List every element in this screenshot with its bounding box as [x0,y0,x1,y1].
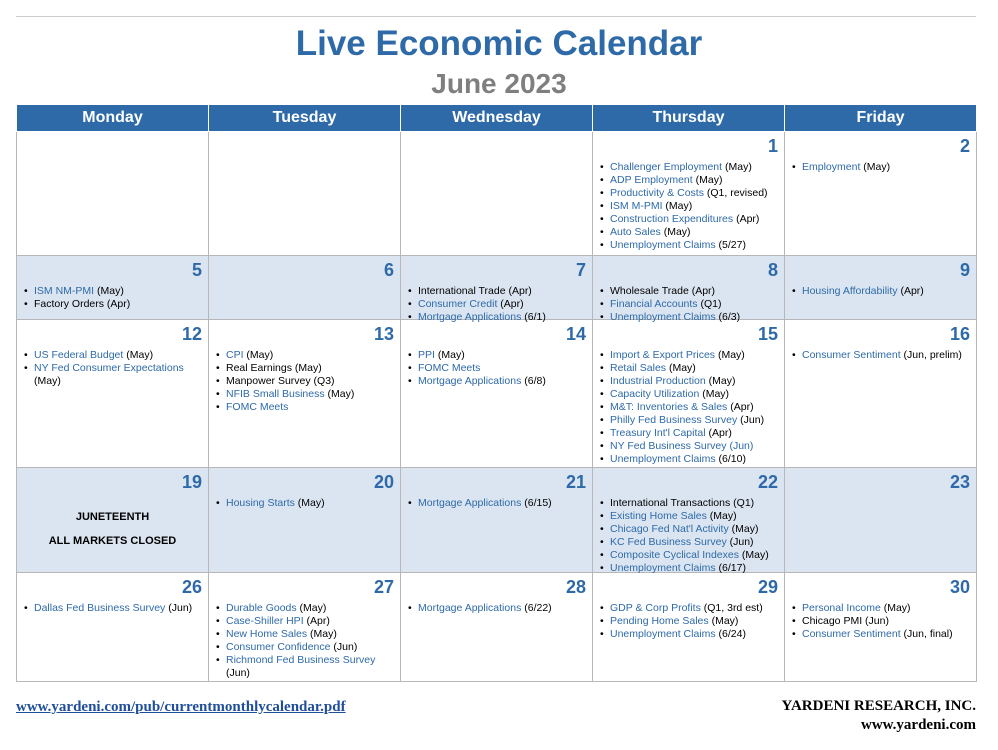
event-item [215,628,396,641]
event-item [215,497,396,510]
event-link[interactable]: Mortgage Applications [418,602,522,615]
event-item [215,615,396,628]
day-cell [593,573,785,682]
event-detail: (May) [860,161,891,173]
weekday-header-monday: Monday [17,105,209,132]
event-detail: (Q1, 3rd est) [700,602,763,615]
event-item [599,453,780,466]
day-cell [17,573,209,682]
weekday-header-thursday: Thursday [593,105,785,132]
day-cell [785,467,977,573]
event-item [599,226,780,239]
event-detail: (Apr) [497,297,524,310]
event-item [23,362,204,388]
event-detail: (Apr) [733,213,760,225]
event-detail: (Q1, revised) [703,187,768,199]
event-detail: (May) [434,349,465,362]
event-link[interactable]: CPI [226,349,244,362]
day-cell [593,467,785,573]
event-link[interactable]: ISM NM-PMI [34,284,95,297]
event-item [599,549,780,562]
day-cell [785,320,977,468]
event-item [215,602,396,615]
event-detail: (May) [307,628,337,641]
day-cell [593,132,785,256]
event-detail: (Jun) [330,641,358,654]
event-item [599,285,780,298]
event-detail: (May) [296,602,327,615]
event-list [791,161,972,174]
event-item [599,349,780,362]
event-detail: (May) [123,349,154,362]
event-link[interactable]: Industrial Production [610,375,706,388]
event-item [215,362,396,375]
event-item [791,349,972,362]
event-item [23,285,204,298]
day-cell [401,467,593,573]
weekday-header-friday: Friday [785,105,977,132]
company-site[interactable]: www.yardeni.com [861,717,976,733]
event-list [599,285,780,324]
event-link[interactable]: Unemployment Claims [610,628,716,641]
event-detail: (5/27) [715,239,746,251]
event-item [407,285,588,298]
event-detail: International Trade (Apr) [418,284,532,297]
event-link[interactable]: Challenger Employment [610,161,723,173]
day-number: 1 [767,136,778,156]
event-list [407,497,588,510]
event-list [407,349,588,388]
day-number: 27 [373,577,394,598]
event-item [23,602,204,615]
event-detail: (May) [660,226,691,238]
day-number: 9 [959,259,970,280]
event-link[interactable]: Auto Sales [610,226,661,238]
day-number: 6 [383,259,394,280]
event-link[interactable]: Treasury Int'l Capital [610,427,706,440]
event-link[interactable]: Unemployment Claims [610,239,716,251]
event-item [599,187,780,200]
event-item [215,349,396,362]
day-number: 8 [767,259,778,280]
event-link[interactable]: Philly Fed Business Survey [610,414,738,427]
event-item [407,362,588,375]
event-link[interactable]: FOMC Meets [418,362,481,375]
event-link[interactable]: Consumer Credit [418,297,498,310]
day-number: 7 [575,259,586,280]
event-link[interactable]: Consumer Sentiment [802,628,901,641]
weekday-header-tuesday: Tuesday [209,105,401,132]
day-cell [785,255,977,319]
day-number: 5 [191,259,202,280]
calendar-pdf-link[interactable]: www.yardeni.com/pub/currentmonthlycalendar.pdf [16,699,346,715]
day-cell [785,573,977,682]
day-cell [593,255,785,323]
event-link[interactable]: Richmond Fed Business Survey [226,654,376,667]
event-detail: (May) [294,496,325,509]
event-link[interactable]: NFIB Small Business [226,388,325,401]
event-item [599,239,780,252]
day-cell [401,132,593,256]
event-link[interactable]: Housing Affordability [802,284,898,297]
event-detail: Wholesale Trade (Apr) [610,284,716,297]
day-number: 14 [565,324,586,345]
event-link[interactable]: Construction Expenditures [610,213,734,225]
event-detail: (Jun) [737,414,765,427]
weekday-header-wednesday: Wednesday [401,105,593,132]
event-detail: (Q1) [697,297,722,310]
event-item [599,440,780,453]
event-link[interactable]: Personal Income [802,602,881,615]
event-link[interactable]: Import & Export Prices [610,349,716,362]
event-link[interactable]: FOMC Meets [226,401,289,414]
event-item [599,497,780,510]
event-detail: (6/24) [715,628,746,641]
event-detail: (May) [708,615,739,628]
holiday-line: JUNETEENTH [75,510,150,523]
event-item [599,213,780,226]
day-cell [401,573,593,682]
event-detail: (Apr) [303,615,330,628]
day-number: 20 [373,471,394,492]
event-link[interactable]: Employment [802,161,861,173]
event-detail: (May) [722,161,752,173]
day-cell [209,255,401,319]
event-detail: (May) [715,349,745,362]
event-list [407,285,588,324]
event-item [407,497,588,510]
event-link[interactable]: GDP & Corp Profits [610,602,701,615]
event-item [407,602,588,615]
event-link[interactable]: NY Fed Business Survey (Jun) [610,440,754,453]
event-link[interactable]: Productivity & Costs [610,187,704,199]
footer-credits [782,697,976,735]
day-number: 21 [565,471,586,492]
day-cell [209,132,401,256]
event-list [23,602,204,615]
event-detail: (6/3) [715,310,741,323]
day-number: 19 [181,471,202,492]
event-link[interactable]: Mortgage Applications [418,496,522,509]
event-detail: (May) [706,509,737,522]
event-item [215,401,396,414]
event-detail: Factory Orders (Apr) [34,297,131,310]
event-detail: (Jun) [726,535,754,548]
week-row [17,320,977,468]
day-number: 15 [757,324,778,345]
day-number: 2 [959,136,970,156]
event-detail: (Apr) [705,427,732,440]
event-item [791,628,972,641]
day-number: 30 [949,577,970,598]
event-link[interactable]: Dallas Fed Business Survey [34,602,166,615]
event-link[interactable]: Case-Shiller HPI [226,615,304,628]
event-detail: (Jun) [226,667,250,680]
event-list [23,349,204,388]
event-link[interactable]: Mortgage Applications [418,375,522,388]
week-row [17,467,977,573]
day-number: 26 [181,577,202,598]
event-list [23,285,204,311]
day-number: 13 [373,324,394,345]
day-cell [209,320,401,468]
day-number: 23 [949,471,970,492]
event-list [407,602,588,615]
page-subtitle: June 2023 [431,68,567,99]
event-link[interactable]: Unemployment Claims [610,453,716,466]
event-list [215,497,396,510]
day-cell [209,573,401,682]
event-detail: (Apr) [727,401,754,414]
event-item [23,298,204,311]
event-link[interactable]: Financial Accounts [610,297,698,310]
day-cell [17,132,209,256]
day-cell [401,320,593,468]
event-item [599,174,780,187]
event-detail: (6/15) [521,496,552,509]
week-row [17,132,977,256]
event-item [599,427,780,440]
event-item [599,510,780,523]
event-link[interactable]: Pending Home Sales [610,615,709,628]
event-detail: Real Earnings (May) [226,362,322,375]
event-detail: (May) [324,388,355,401]
event-item [23,349,204,362]
event-detail: (6/10) [715,453,746,466]
top-rule [16,16,976,17]
event-item [791,161,972,174]
event-link[interactable]: ISM M-PMI [610,200,663,212]
event-link[interactable]: Consumer Sentiment [802,349,901,362]
event-item [599,602,780,615]
event-item [215,375,396,388]
event-item [599,161,780,174]
event-detail: (May) [94,284,124,297]
event-detail: (6/1) [521,310,546,323]
event-link[interactable]: New Home Sales [226,628,308,641]
week-row [17,255,977,319]
event-link[interactable]: Unemployment Claims [610,561,716,574]
event-list [599,602,780,641]
event-item [215,654,396,680]
event-detail: (May) [662,200,693,212]
day-number: 29 [757,577,778,598]
event-list [215,602,396,680]
event-link[interactable]: Chicago Fed Nat'l Activity [610,522,729,535]
event-detail: International Transactions (Q1) [610,496,755,509]
event-item [599,414,780,427]
event-item [407,375,588,388]
event-detail: (May) [705,375,736,388]
event-detail: (Jun, prelim) [900,349,962,362]
event-detail: (6/17) [715,561,746,574]
event-detail: (May) [34,375,61,388]
event-item [791,602,972,615]
day-number: 22 [757,471,778,492]
event-list [215,349,396,414]
event-item [599,628,780,641]
day-cell [785,132,977,256]
event-list [791,285,972,298]
event-item [791,285,972,298]
event-list [599,161,780,252]
day-cell [17,320,209,468]
event-item [599,200,780,213]
event-detail: (Apr) [897,284,924,297]
calendar-grid [16,105,977,682]
holiday-note [17,505,208,553]
event-link[interactable]: Housing Starts [226,496,295,509]
event-link[interactable]: Composite Cyclical Indexes [610,548,739,561]
event-detail: (6/22) [521,602,552,615]
day-number: 16 [949,324,970,345]
event-link[interactable]: M&T: Inventories & Sales [610,401,728,414]
holiday-line: ALL MARKETS CLOSED [48,534,177,547]
event-detail: (May) [666,362,696,375]
event-item [599,375,780,388]
event-item [215,388,396,401]
event-detail: (May) [699,388,730,401]
event-link[interactable]: NY Fed Consumer Expectations [34,362,184,375]
event-link[interactable]: US Federal Budget [34,349,124,362]
event-detail: (May) [692,174,723,186]
company-name: YARDENI RESEARCH, INC. [781,698,976,714]
weekday-header-row [17,105,977,132]
event-item [599,536,780,549]
event-detail: (May) [728,522,759,535]
event-detail: (May) [243,349,274,362]
event-detail: Manpower Survey (Q3) [226,375,335,388]
page-title: Live Economic Calendar [295,24,703,63]
day-cell [17,467,209,573]
event-item [215,641,396,654]
event-item [599,523,780,536]
day-cell [593,320,785,468]
event-list [791,602,972,641]
event-item [791,615,972,628]
day-number: 12 [181,324,202,345]
event-item [599,401,780,414]
event-item [407,349,588,362]
event-item [599,298,780,311]
event-detail: Chicago PMI (Jun) [802,615,889,628]
event-link[interactable]: Unemployment Claims [610,310,716,323]
event-list [599,349,780,466]
event-detail: (May) [738,548,769,561]
day-cell [17,255,209,319]
event-item [599,388,780,401]
event-item [599,615,780,628]
event-item [407,298,588,311]
event-detail: (May) [880,602,911,615]
event-link[interactable]: PPI [418,349,435,362]
week-row [17,573,977,682]
day-cell [209,467,401,573]
event-link[interactable]: KC Fed Business Survey [610,535,727,548]
event-link[interactable]: Retail Sales [610,362,667,375]
event-link[interactable]: Durable Goods [226,602,297,615]
day-number: 28 [565,577,586,598]
event-detail: (Jun, final) [900,628,953,641]
event-item [599,362,780,375]
event-link[interactable]: Mortgage Applications [418,310,522,323]
event-detail: (6/8) [521,375,546,388]
event-list [599,497,780,575]
event-link[interactable]: ADP Employment [610,174,693,186]
day-cell [401,255,593,323]
event-link[interactable]: Consumer Confidence [226,641,331,654]
event-detail: (Jun) [165,602,193,615]
event-link[interactable]: Existing Home Sales [610,509,707,522]
event-link[interactable]: Capacity Utilization [610,388,700,401]
event-list [791,349,972,362]
